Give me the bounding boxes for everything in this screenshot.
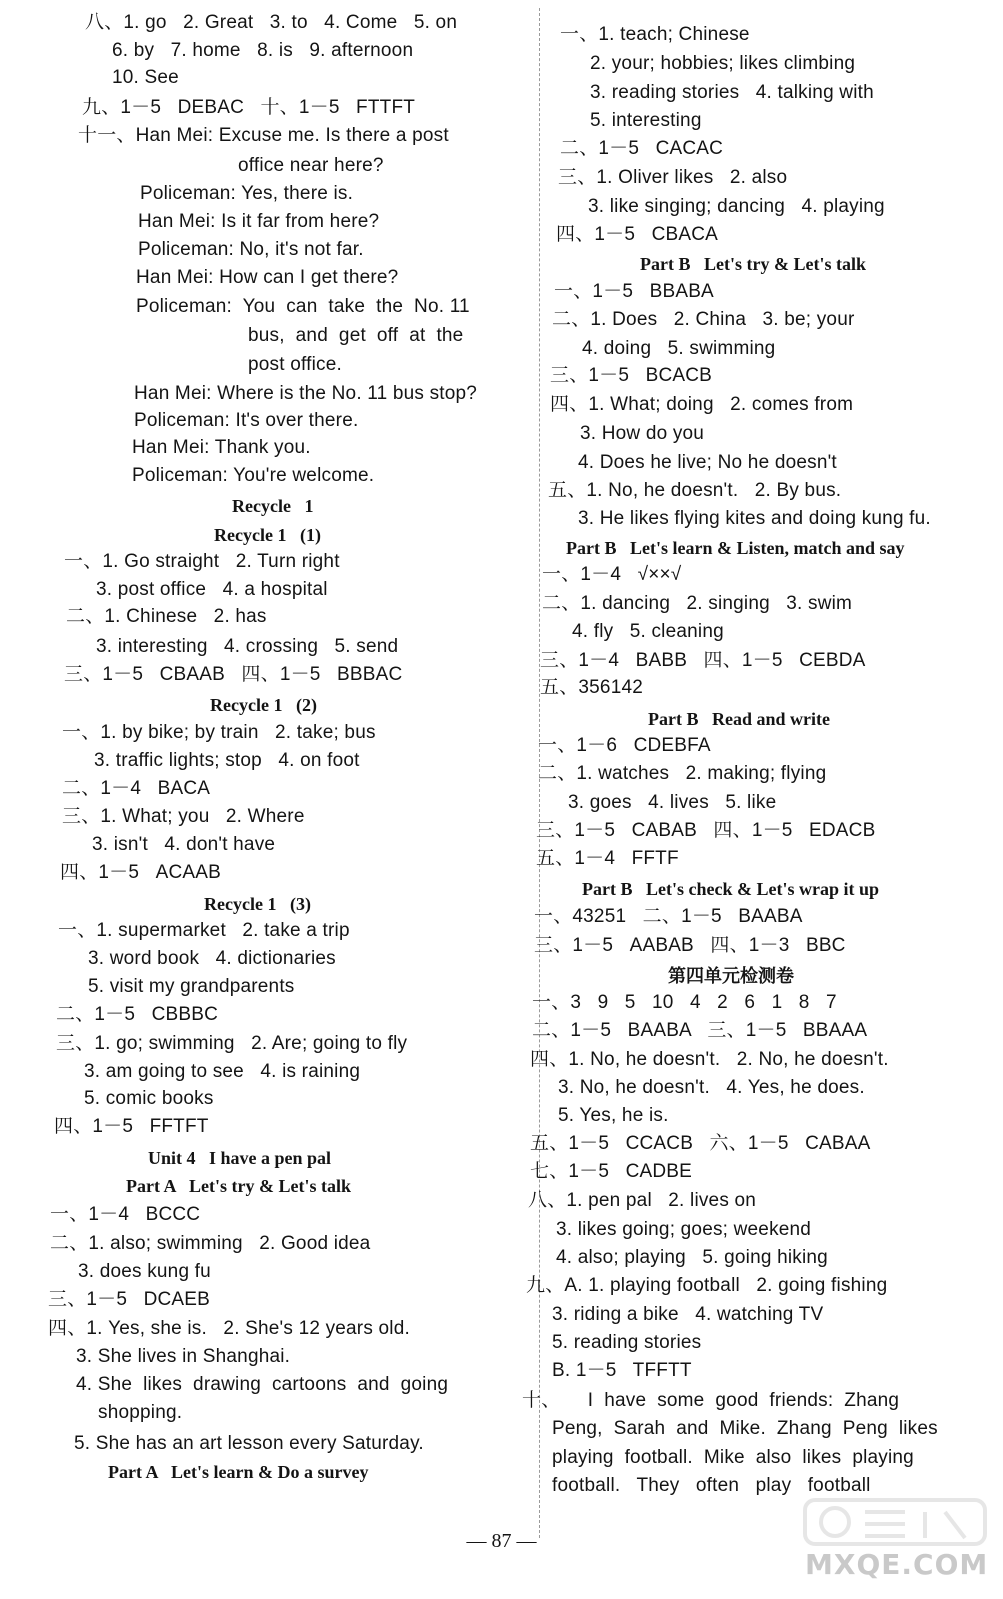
answer-line: 三、1－5 DCAEB bbox=[48, 1289, 211, 1310]
answer-line: 三、1－4 BABB 四、1－5 CEBDA bbox=[540, 650, 866, 671]
answer-line: 3. He likes flying kites and doing kung fu. bbox=[578, 508, 931, 529]
answer-line: Policeman: You're welcome. bbox=[132, 465, 375, 486]
answer-line: B. 1－5 TFFTT bbox=[552, 1360, 692, 1381]
answer-line: 3. likes going; goes; weekend bbox=[556, 1219, 812, 1240]
answer-line: 二、1－4 BACA bbox=[62, 778, 211, 799]
section-heading: Recycle 1 bbox=[232, 496, 314, 516]
answer-line: Policeman: Yes, there is. bbox=[140, 183, 354, 204]
answer-line: 十、 I have some good friends: Zhang bbox=[522, 1390, 900, 1411]
answer-line: 三、1. Oliver likes 2. also bbox=[558, 167, 788, 188]
answer-line: Peng, Sarah and Mike. Zhang Peng likes bbox=[552, 1418, 938, 1439]
answer-line: 二、1. Does 2. China 3. be; your bbox=[552, 309, 855, 330]
answer-line: 五、1. No, he doesn't. 2. By bus. bbox=[548, 480, 842, 501]
section-heading: Part B Let's learn & Listen, match and say bbox=[566, 538, 905, 558]
answer-line: 3. am going to see 4. is raining bbox=[84, 1061, 361, 1082]
answer-line: Policeman: It's over there. bbox=[134, 410, 359, 431]
answer-line: 四、1. No, he doesn't. 2. No, he doesn't. bbox=[530, 1049, 889, 1070]
answer-line: 二、1－5 CACAC bbox=[560, 138, 724, 159]
section-heading: 第四单元检测卷 bbox=[668, 966, 794, 986]
answer-line: 三、1－5 AABAB 四、1－3 BBC bbox=[534, 935, 846, 956]
answer-line: 五、1－5 CCACB 六、1－5 CABAA bbox=[530, 1133, 871, 1154]
section-heading: Recycle 1 (1) bbox=[214, 525, 321, 545]
answer-line: 三、1. go; swimming 2. Are; going to fly bbox=[56, 1033, 408, 1054]
answer-line: 5. interesting bbox=[590, 110, 702, 131]
answer-line: 九、1－5 DEBAC 十、1－5 FTTFT bbox=[82, 97, 416, 118]
answer-line: Han Mei: Where is the No. 11 bus stop? bbox=[134, 383, 478, 404]
answer-line: 五、1－4 FFTF bbox=[536, 848, 679, 869]
answer-line: 一、3 9 5 10 4 2 6 1 8 7 bbox=[532, 992, 837, 1013]
answer-line: 3. like singing; dancing 4. playing bbox=[588, 196, 885, 217]
section-heading: Part B Let's try & Let's talk bbox=[640, 254, 866, 274]
answer-line: 4. fly 5. cleaning bbox=[572, 621, 724, 642]
watermark-text: MXQE.COM bbox=[805, 1548, 989, 1581]
answer-line: office near here? bbox=[238, 155, 384, 176]
answer-line: 一、1. by bike; by train 2. take; bus bbox=[62, 722, 376, 743]
answer-line: 三、1－5 CBAAB 四、1－5 BBBAC bbox=[64, 664, 403, 685]
answer-line: 4. doing 5. swimming bbox=[582, 338, 776, 359]
answer-line: 二、1－5 CBBBC bbox=[56, 1004, 219, 1025]
answer-line: 八、1. go 2. Great 3. to 4. Come 5. on bbox=[85, 12, 458, 33]
answer-line: 二、1. watches 2. making; flying bbox=[538, 763, 827, 784]
answer-line: 3. post office 4. a hospital bbox=[96, 579, 328, 600]
answer-line: 一、1. Go straight 2. Turn right bbox=[64, 551, 340, 572]
answer-line: 一、1－5 BBABA bbox=[554, 281, 714, 302]
answer-line: 二、1. also; swimming 2. Good idea bbox=[50, 1233, 371, 1254]
section-heading: Part B Let's check & Let's wrap it up bbox=[582, 879, 879, 899]
answer-line: 二、1. Chinese 2. has bbox=[66, 606, 267, 627]
answer-line: 3. does kung fu bbox=[78, 1261, 211, 1282]
answer-line: 三、1－5 BCACB bbox=[550, 365, 713, 386]
answer-line: 五、356142 bbox=[540, 677, 644, 698]
answer-line: playing football. Mike also likes playing bbox=[552, 1447, 914, 1468]
answer-line: 3. word book 4. dictionaries bbox=[88, 948, 336, 969]
answer-line: 5. Yes, he is. bbox=[558, 1105, 669, 1126]
answer-line: 十一、Han Mei: Excuse me. Is there a post bbox=[78, 125, 449, 146]
answer-line: 二、1. dancing 2. singing 3. swim bbox=[542, 593, 853, 614]
answer-line: 3. traffic lights; stop 4. on foot bbox=[94, 750, 360, 771]
answer-line: 四、1－5 FFTFT bbox=[54, 1116, 209, 1137]
answer-line: football. They often play football bbox=[552, 1475, 871, 1496]
answer-line: 四、1. What; doing 2. comes from bbox=[550, 394, 854, 415]
answer-line: 5. visit my grandparents bbox=[88, 976, 295, 997]
answer-line: 一、1－4 BCCC bbox=[50, 1204, 201, 1225]
answer-line: 5. She has an art lesson every Saturday. bbox=[74, 1433, 424, 1454]
answer-line: 4. Does he live; No he doesn't bbox=[578, 452, 837, 473]
section-heading: Recycle 1 (3) bbox=[204, 894, 311, 914]
answer-line: bus, and get off at the bbox=[248, 325, 464, 346]
answer-line: Han Mei: How can I get there? bbox=[136, 267, 399, 288]
answer-line: 三、1－5 CABAB 四、1－5 EDACB bbox=[536, 820, 876, 841]
answer-line: post office. bbox=[248, 354, 342, 375]
answer-line: 七、1－5 CADBE bbox=[530, 1161, 693, 1182]
answer-line: 一、1. supermarket 2. take a trip bbox=[58, 920, 350, 941]
answer-line: 5. comic books bbox=[84, 1088, 214, 1109]
page-number: — 87 — bbox=[466, 1530, 537, 1552]
answer-line: 3. She lives in Shanghai. bbox=[76, 1346, 291, 1367]
answer-line: Policeman: You can take the No. 11 bbox=[136, 296, 470, 317]
answer-line: 八、1. pen pal 2. lives on bbox=[528, 1190, 757, 1211]
answer-line: shopping. bbox=[98, 1402, 183, 1423]
answer-line: 一、43251 二、1－5 BAABA bbox=[534, 906, 803, 927]
answer-line: 三、1. What; you 2. Where bbox=[62, 806, 305, 827]
section-heading: Unit 4 I have a pen pal bbox=[148, 1148, 332, 1168]
answer-line: 四、1－5 ACAAB bbox=[60, 862, 221, 883]
answer-line: 2. your; hobbies; likes climbing bbox=[590, 53, 856, 74]
answer-line: 3. riding a bike 4. watching TV bbox=[552, 1304, 824, 1325]
answer-line: 3. interesting 4. crossing 5. send bbox=[96, 636, 399, 657]
answer-line: 一、1. teach; Chinese bbox=[560, 24, 750, 45]
answer-line: 10. See bbox=[112, 67, 179, 88]
answer-line: 3. goes 4. lives 5. like bbox=[568, 792, 777, 813]
answer-line: 3. How do you bbox=[580, 423, 705, 444]
answer-line: Han Mei: Is it far from here? bbox=[138, 211, 380, 232]
answer-line: 3. reading stories 4. talking with bbox=[590, 82, 874, 103]
answer-line: 二、1－5 BAABA 三、1－5 BBAAA bbox=[532, 1020, 868, 1041]
answer-line: Policeman: No, it's not far. bbox=[138, 239, 364, 260]
answer-line: 6. by 7. home 8. is 9. afternoon bbox=[112, 40, 414, 61]
answer-line: 四、1－5 CBACA bbox=[556, 224, 719, 245]
answer-line: 5. reading stories bbox=[552, 1332, 702, 1353]
answer-line: 4. also; playing 5. going hiking bbox=[556, 1247, 828, 1268]
answer-line: 四、1. Yes, she is. 2. She's 12 years old. bbox=[48, 1318, 410, 1339]
section-heading: Part A Let's learn & Do a survey bbox=[108, 1462, 369, 1482]
answer-line: 3. No, he doesn't. 4. Yes, he does. bbox=[558, 1077, 865, 1098]
section-heading: Part B Read and write bbox=[648, 709, 830, 729]
answer-line: 九、A. 1. playing football 2. going fishing bbox=[526, 1275, 888, 1296]
section-heading: Recycle 1 (2) bbox=[210, 695, 317, 715]
answer-line: Han Mei: Thank you. bbox=[132, 437, 311, 458]
answer-line: 4. She likes drawing cartoons and going bbox=[76, 1374, 449, 1395]
answer-line: 一、1－6 CDEBFA bbox=[538, 735, 711, 756]
answer-line: 3. isn't 4. don't have bbox=[92, 834, 276, 855]
section-heading: Part A Let's try & Let's talk bbox=[126, 1176, 351, 1196]
answer-line: 一、1－4 √××√ bbox=[542, 564, 682, 585]
